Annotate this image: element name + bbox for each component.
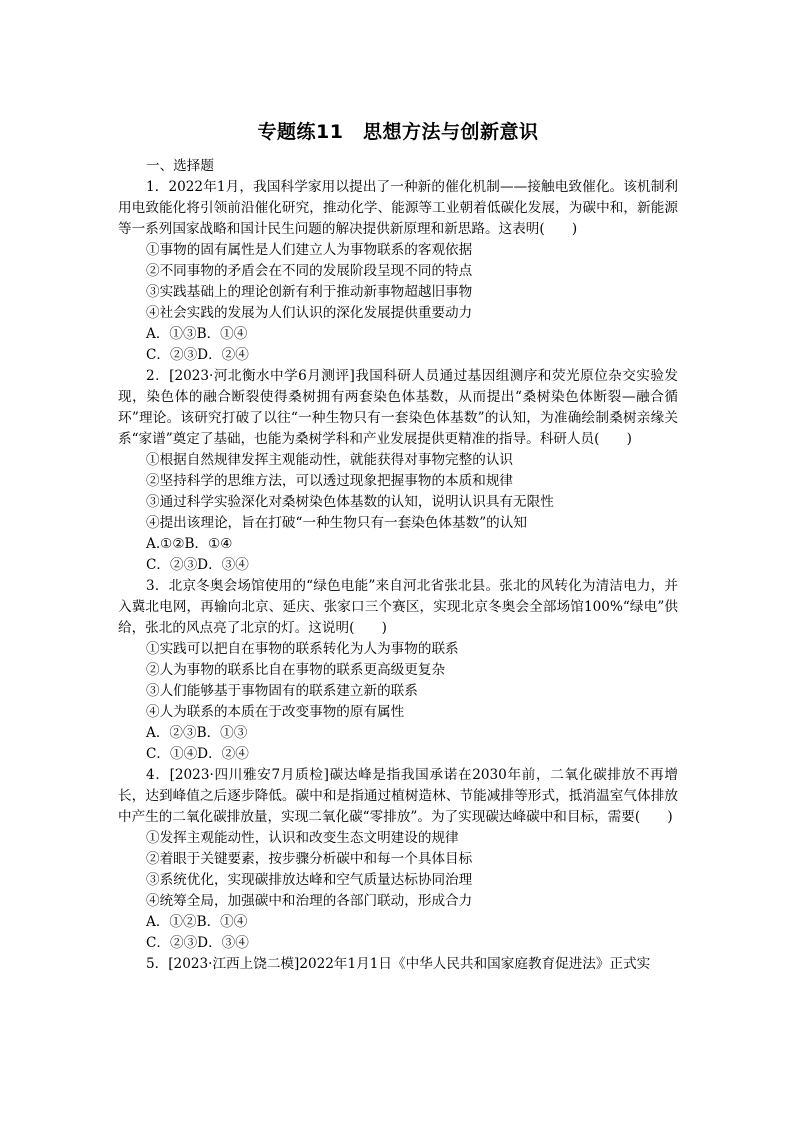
statement: ③实践基础上的理论创新有利于推动新事物超越旧事物 [146, 284, 473, 300]
statement: ①事物的固有属性是人们建立人为事物联系的客观依据 [146, 242, 473, 258]
question-1 [118, 177, 678, 366]
statement: ②人为事物的联系比自在事物的联系更高级更复杂 [146, 662, 446, 678]
statement: ③人们能够基于事物固有的联系建立新的联系 [146, 683, 418, 699]
question-2 [118, 366, 678, 576]
statement: ①实践可以把自在事物的联系转化为人为事物的联系 [146, 641, 459, 657]
answer-choices: C．②③D．③④ [146, 557, 249, 573]
document-page [118, 118, 678, 975]
question-stem: 1．2022年1月，我国科学家用以提出了一种新的催化机制——接触电致催化。该机制利用电致能化将引领前沿催化研究，推动化学、能源等工业朝着低碳化发展，为碳中和，新能源等一系列国家战略和国计民生问题的解决提供新原理和新思路。这表明( ) [118, 179, 678, 237]
question-stem: 4．[2023·四川雅安7月质检]碳达峰是指我国承诺在2030年前，二氧化碳排放不再增长，达到峰值之后逐步降低。碳中和是指通过植树造林、节能减排等形式，抵消温室气体排放中产生的二氧化碳排放量，实现二氧化碳“零排放”。为了实现碳达峰碳中和目标，需要( ) [118, 767, 678, 825]
question-5 [118, 954, 678, 975]
statement: ④社会实践的发展为人们认识的深化发展提供重要动力 [146, 305, 473, 321]
answer-choices: C．②③D．②④ [146, 347, 249, 363]
statement: ①根据自然规律发挥主观能动性，就能获得对事物完整的认识 [146, 452, 514, 468]
statement: ④统筹全局，加强碳中和治理的各部门联动，形成合力 [146, 893, 473, 909]
statement: ③系统优化，实现碳排放达峰和空气质量达标协同治理 [146, 872, 473, 888]
page-title: 专题练11 思想方法与创新意识 [257, 121, 539, 143]
statement: ③通过科学实验深化对桑树染色体基数的认知，说明认识具有无限性 [146, 494, 554, 510]
statement: ②不同事物的矛盾会在不同的发展阶段呈现不同的特点 [146, 263, 473, 279]
statement: ②着眼于关键要素，按步骤分析碳中和每一个具体目标 [146, 851, 473, 867]
answer-choices: A.①②B．①④ [146, 536, 233, 552]
question-stem: 3．北京冬奥会场馆使用的“绿色电能”来自河北省张北县。张北的风转化为清洁电力，并入冀北电网，再输向北京、延庆、张家口三个赛区，实现北京冬奥会全部场馆100%“绿电”供给，张北的风点亮了北京的灯。这说明( ) [118, 578, 678, 636]
section-heading: 一、选择题 [146, 158, 214, 174]
answer-choices: A．①②B．①④ [146, 914, 248, 930]
answer-choices: C．①④D．②④ [146, 746, 249, 762]
statement: ①发挥主观能动性，认识和改变生态文明建设的规律 [146, 830, 459, 846]
question-4 [118, 765, 678, 954]
answer-choices: A．②③B．①③ [146, 725, 248, 741]
question-3 [118, 576, 678, 765]
statement: ④人为联系的本质在于改变事物的原有属性 [146, 704, 405, 720]
question-stem: 2．[2023·河北衡水中学6月测评]我国科研人员通过基因组测序和荧光原位杂交实验发现，染色体的融合断裂使得桑树拥有两套染色体基数，从而提出“桑树染色体断裂—融合循环”理论。该研究打破了以往“一种生物只有一套染色体基数”的认知，为准确绘制桑树亲缘关系“家谱”奠定了基础，也能为桑树学科和产业发展提供更精准的指导。科研人员( ) [118, 368, 678, 447]
question-stem: 5．[2023·江西上饶二模]2022年1月1日《中华人民共和国家庭教育促进法》正式实 [146, 956, 651, 972]
statement: ②坚持科学的思维方法，可以透过现象把握事物的本质和规律 [146, 473, 514, 489]
answer-choices: C．②③D．③④ [146, 935, 249, 951]
statement: ④提出该理论，旨在打破“一种生物只有一套染色体基数”的认知 [146, 515, 527, 531]
answer-choices: A．①③B．①④ [146, 326, 248, 342]
